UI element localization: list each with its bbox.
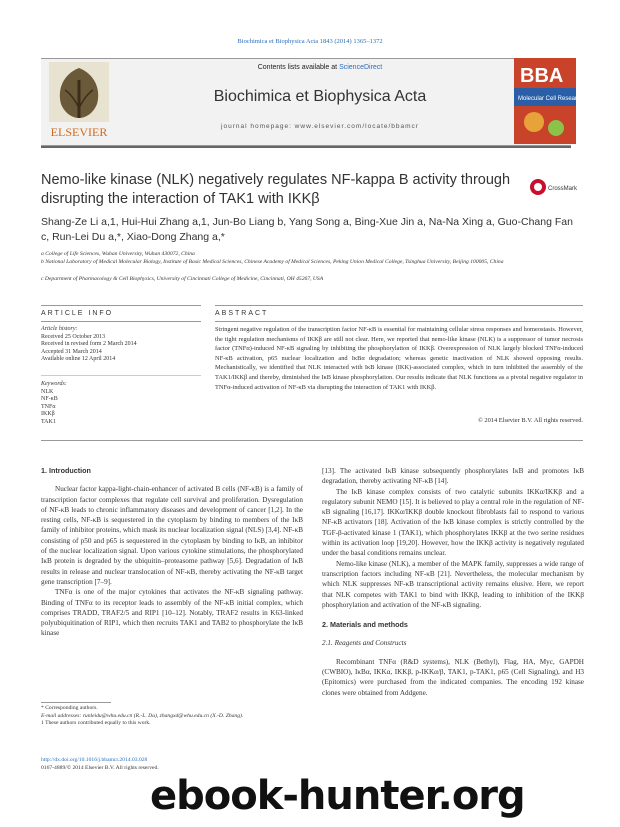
- abstract-text: Stringent negative regulation of the transcription factor NF-κB is essential for maintaining cellular stress responses and homeostasis. However, the tight regulation mechanisms of IKKβ are still not clear. Here, we reported that nemo-like kinase (NLK) is a suppressor of tumor necrosis factor (TNFα)-induced NF-κB signaling by inhibiting the phosphorylation of IKKβ. Overexpression of NLK largely blocked TNFα-induced NF-κB activation, p65 nuclear localization and IκBα degradation; whereas genetic inactivation of NLK showed opposing results. Mechanistically, we identified that NLK interacted with IκB kinase (IKK)-associated complex, which in turn inhibited the assembly of the TAK1/IKKβ and thereby, diminished the IκB kinase phosphorylation. Our results indicate that NLK functions as a pivotal negative regulator in TNFα-induced activation of NF-κB via disrupting the interaction of TAK1 with IKKβ.: [215, 326, 583, 391]
- footnote-equal: 1 These authors contributed equally to this work.: [41, 720, 151, 726]
- abstract-rule: [215, 305, 583, 306]
- article-info-subrule: [41, 321, 201, 322]
- methods-paragraph-1: Recombinant TNFα (R&D systems), NLK (Bethyl), Flag, HA, Myc, GAPDH (CWBIO), IκBα, IKKα, IKKβ, p-IKKα/β, TAK1, p-TAK1, p65 (Cell Signaling), and H3 (Epitomics) were purchased from the indicated companies. The encoding 192 kinase clones were obtained from Addgene.: [322, 657, 584, 697]
- abstract-heading: ABSTRACT: [215, 310, 269, 317]
- keyword-item: TNFα: [41, 403, 56, 410]
- body-rule: [41, 440, 583, 441]
- abstract-subrule: [215, 321, 583, 322]
- affiliation-a: a College of Life Sciences, Wuhan University, Wuhan 430072, China: [41, 251, 195, 257]
- cover-subtitle: Molecular Cell Research: [518, 96, 584, 102]
- contents-line: [170, 64, 470, 71]
- intro-paragraph-1: Nuclear factor kappa-light-chain-enhancer of activated B cells (NF-κB) is a family of transcription factor complexes that regulate cell survival and proliferation. Dysregulation of NF-κB leads to chronic inflammatory diseases and development of cancer [1,2]. In the resting cells, NF-κB is sequestered in the cytoplasm by binding to members of the IκB family of inhibitor proteins, which mask its nuclear localization signal (NLS) [3,4]. NF-κB consisting of p50 and p65 is sequestered in the cytoplasm by binding to IκB, an inhibitor of the nuclear localization signal. Upon various cytokine stimulations, the phosphorylated IκB protein is degraded by the ubiquitin–proteasome pathway [5,6]. Degradation of IκB results in release and nuclear translocation of NF-κB, thereby activating the NF-κB target gene transcription [7–9].: [41, 485, 303, 586]
- sciencedirect-link[interactable]: ScienceDirect: [339, 64, 383, 71]
- history-online: Available online 12 April 2014: [41, 356, 116, 362]
- history-revised: Received in revised form 2 March 2014: [41, 341, 137, 347]
- cover-title: BBA: [520, 65, 564, 87]
- contents-prefix: Contents lists available at: [257, 64, 340, 71]
- journal-citation[interactable]: Biochimica et Biophysica Acta 1843 (2014) 1365–1372: [237, 38, 383, 45]
- left-column: [41, 466, 303, 639]
- bba-cover-image: [514, 58, 584, 144]
- issn-line: 0167-4889/© 2014 Elsevier B.V. All rights reserved.: [41, 764, 159, 771]
- crossmark-label: CrossMark: [548, 186, 578, 192]
- methods-heading: 2. Materials and methods: [322, 620, 408, 630]
- article-history: [41, 326, 201, 364]
- right-column: [322, 466, 584, 698]
- author-list: Shang-Ze Li a,1, Hui-Hui Zhang a,1, Jun-Bo Liang b, Yang Song a, Bing-Xue Jin a, Na-Na Xing a, Guo-Chang Fan c, Run-Lei Du a,*, Xiao-Dong Zhang a,*: [41, 216, 573, 243]
- intro-heading: 1. Introduction: [41, 466, 91, 475]
- intro-paragraph-2: TNFα is one of the major cytokines that activates the NF-κB signaling pathway. Binding of TNFα to its receptor leads to assembly of the NF-κB initial complex, which comprises TRADD, TRAF2/5 and RIP1 [10–12]. Notably, TRAF2 results in K63-linked polyubiquitination of RIP1, which then recruits TAK1 and TAB2 to phosphorylate the IκB kinase: [41, 588, 303, 638]
- right-paragraph-2: Nemo-like kinase (NLK), a member of the MAPK family, suppresses a wide range of transcription factors including NF-κB [21]. Nevertheless, the molecular mechanism by which NLK suppresses NF-κB transcriptional activity remains elusive. Here, we report that NLK competes with TAK1 to bind with IKKβ, leading to inhibition of the IKKβ phosphorylation and activation of the NF-κB signaling.: [322, 559, 584, 609]
- doi-link[interactable]: http://dx.doi.org/10.1016/j.bbamcr.2014.03.028: [41, 757, 148, 763]
- history-label: Article history:: [41, 326, 78, 332]
- crossmark-badge[interactable]: [529, 177, 579, 197]
- keywords-rule: [41, 375, 201, 376]
- history-accepted: Accepted 31 March 2014: [41, 348, 102, 355]
- elsevier-wordmark: ELSEVIER: [50, 125, 108, 139]
- history-received: Received 25 October 2013: [41, 333, 106, 340]
- keywords: [41, 381, 201, 426]
- article-title: Nemo-like kinase (NLK) negatively regulates NF-kappa B activity through disrupting the interaction of TAK1 with IKKβ: [41, 172, 511, 207]
- keyword-item: NF-κB: [41, 396, 58, 402]
- right-paragraph-0: [13]. The activated IκB kinase subsequently phosphorylates IκB and promotes IκB degradation, thereby activating NF-κB [14].: [322, 467, 584, 486]
- header-rule: [41, 146, 571, 148]
- article-info-heading: ARTICLE INFO: [41, 310, 114, 317]
- keyword-item: NLK: [41, 388, 54, 395]
- methods-subheading: 2.1. Reagents and Constructs: [322, 639, 407, 648]
- keywords-label: Keywords:: [41, 381, 67, 387]
- right-paragraph-1: The IκB kinase complex consists of two catalytic subunits IKKα/IKKβ and a regulatory subunit NEMO [15]. It is believed to play a central role in the regulation of NF-κB signaling [16,17]. IKKα/IKKβ double knockout fibroblasts fail to respond to various NF-κB activators [18]. Activation of the IκB kinase complex is strictly controlled by the TGF-β-activated kinase 1 (TAK1), which phosphorylates IKKβ at the two serine residues within its activation loop [19,20]. However, how the IKKβ activity is negatively regulated under the basal conditions remains unclear.: [322, 487, 584, 558]
- elsevier-logo: [43, 60, 115, 142]
- footnote-corresponding: * Corresponding authors.: [41, 705, 98, 711]
- affiliation-b: b National Laboratory of Medical Molecular Biology, Institute of Basic Medical Sciences, Chinese Academy of Medical Sciences, Peking Union Medical College, Tsinghua University, Beijing 100005, China: [41, 259, 504, 265]
- abstract-copyright: © 2014 Elsevier B.V. All rights reserved.: [477, 417, 583, 424]
- article-info-rule: [41, 305, 201, 306]
- footnote-email[interactable]: E-mail addresses: runleidu@whu.edu.cn (R.-L. Du), zhangxd@whu.edu.cn (X.-D. Zhang).: [41, 712, 244, 719]
- journal-name: Biochimica et Biophysica Acta: [213, 88, 427, 105]
- journal-homepage[interactable]: journal homepage: www.elsevier.com/locate/bbamcr: [221, 123, 419, 130]
- keyword-item: IKKβ: [41, 411, 55, 417]
- keyword-item: TAK1: [41, 418, 56, 425]
- footnote-rule: [41, 702, 111, 703]
- watermark-text: ebook-hunter.org: [150, 773, 525, 819]
- footnotes: [41, 705, 303, 728]
- affiliation-c: c Department of Pharmacology & Cell Biophysics, University of Cincinnati College of Medicine, Cincinnati, OH 45267, USA: [41, 276, 324, 282]
- doi-block: [41, 757, 303, 772]
